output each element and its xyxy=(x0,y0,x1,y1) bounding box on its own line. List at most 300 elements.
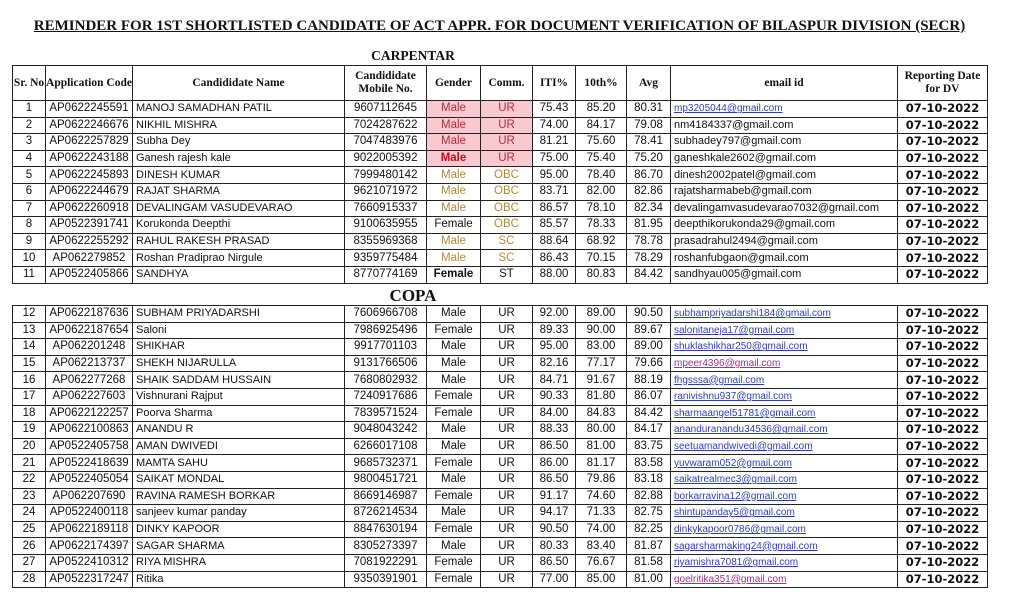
table-row xyxy=(13,471,988,488)
cell-comm: UR xyxy=(481,471,533,488)
cell-tenth: 77.17 xyxy=(576,355,627,372)
cell-candidate-name: SHEKH NIJARULLA xyxy=(133,355,345,372)
cell-iti: 91.17 xyxy=(533,488,576,505)
cell-reporting-date: 07-10-2022 xyxy=(898,355,988,372)
cell-candidate-name: RIYA MISHRA xyxy=(133,554,345,571)
cell-tenth: 74.00 xyxy=(576,521,627,538)
cell-candidate-name: SHAIK SADDAM HUSSAIN xyxy=(133,372,345,389)
cell-email xyxy=(671,322,898,339)
cell-reporting-date: 07-10-2022 xyxy=(898,405,988,422)
cell-iti: 74.00 xyxy=(533,117,576,134)
cell-gender: Female xyxy=(427,455,481,472)
cell-comm: OBC xyxy=(481,200,533,217)
table-row xyxy=(13,405,988,422)
email-link[interactable]: ananduranandu34536@gmail.com xyxy=(674,424,828,436)
cell-reporting-date: 07-10-2022 xyxy=(898,455,988,472)
cell-comm: UR xyxy=(481,306,533,323)
header-gender: Gender xyxy=(427,66,481,101)
cell-avg: 81.58 xyxy=(627,554,671,571)
cell-application-code: AP0522405758 xyxy=(46,438,133,455)
table-row xyxy=(13,355,988,372)
cell-mobile: 7081922291 xyxy=(345,554,427,571)
cell-tenth: 83.40 xyxy=(576,538,627,555)
cell-gender: Male xyxy=(427,117,481,134)
table-row xyxy=(13,134,988,151)
cell-comm: UR xyxy=(481,521,533,538)
cell-iti: 75.00 xyxy=(533,150,576,167)
cell-candidate-name: Roshan Pradiprao Nirgule xyxy=(133,250,345,267)
cell-application-code: AP0622246676 xyxy=(46,117,133,134)
cell-avg: 82.34 xyxy=(627,200,671,217)
cell-email xyxy=(671,355,898,372)
cell-tenth: 76.67 xyxy=(576,554,627,571)
cell-application-code: AP0622255292 xyxy=(46,233,133,250)
cell-sr-no: 15 xyxy=(13,355,46,372)
cell-sr-no: 20 xyxy=(13,438,46,455)
cell-email: dinesh2002patel@gmail.com xyxy=(671,167,898,184)
cell-tenth: 75.40 xyxy=(576,150,627,167)
email-link[interactable]: saikatrealmec3@gmail.com xyxy=(674,474,797,486)
cell-iti: 92.00 xyxy=(533,306,576,323)
cell-comm: UR xyxy=(481,355,533,372)
cell-iti: 82.16 xyxy=(533,355,576,372)
cell-tenth: 75.60 xyxy=(576,134,627,151)
cell-tenth: 68.92 xyxy=(576,233,627,250)
header-mobile: Candididate Mobile No. xyxy=(345,66,427,101)
table-row xyxy=(13,322,988,339)
cell-sr-no: 3 xyxy=(13,134,46,151)
email-link[interactable]: fhgsssa@gmail.com xyxy=(674,374,765,386)
cell-email xyxy=(671,488,898,505)
cell-reporting-date: 07-10-2022 xyxy=(898,183,988,200)
email-link[interactable]: yuvwaram052@gmail.com xyxy=(674,457,792,469)
cell-email xyxy=(671,306,898,323)
cell-tenth: 78.10 xyxy=(576,200,627,217)
cell-reporting-date: 07-10-2022 xyxy=(898,306,988,323)
cell-mobile: 7240917686 xyxy=(345,388,427,405)
email-link[interactable]: sagarsharmaking24@gmail.com xyxy=(674,540,818,552)
cell-gender: Male xyxy=(427,538,481,555)
cell-reporting-date: 07-10-2022 xyxy=(898,117,988,134)
cell-email xyxy=(671,101,898,118)
cell-mobile: 9022005392 xyxy=(345,150,427,167)
cell-mobile: 8305273397 xyxy=(345,538,427,555)
cell-email: prasadrahul2494@gmail.com xyxy=(671,233,898,250)
cell-iti: 86.57 xyxy=(533,200,576,217)
cell-email xyxy=(671,422,898,439)
cell-tenth: 89.00 xyxy=(576,306,627,323)
cell-reporting-date: 07-10-2022 xyxy=(898,571,988,588)
cell-candidate-name: NIKHIL MISHRA xyxy=(133,117,345,134)
table-header-row xyxy=(13,66,988,101)
table-row xyxy=(13,422,988,439)
cell-application-code: AP0622257829 xyxy=(46,134,133,151)
cell-candidate-name: Korukonda Deepthi xyxy=(133,217,345,234)
copa-table xyxy=(12,305,988,588)
cell-mobile: 6266017108 xyxy=(345,438,427,455)
cell-iti: 84.00 xyxy=(533,405,576,422)
cell-reporting-date: 07-10-2022 xyxy=(898,217,988,234)
cell-gender: Female xyxy=(427,322,481,339)
cell-candidate-name: RAVINA RAMESH BORKAR xyxy=(133,488,345,505)
cell-email xyxy=(671,554,898,571)
cell-avg: 90.50 xyxy=(627,306,671,323)
cell-avg: 78.41 xyxy=(627,134,671,151)
cell-sr-no: 14 xyxy=(13,339,46,356)
table-row xyxy=(13,455,988,472)
cell-iti: 95.00 xyxy=(533,167,576,184)
cell-comm: UR xyxy=(481,438,533,455)
cell-mobile: 9350391901 xyxy=(345,571,427,588)
cell-gender: Male xyxy=(427,183,481,200)
cell-avg: 78.78 xyxy=(627,233,671,250)
cell-sr-no: 22 xyxy=(13,471,46,488)
cell-candidate-name: ANANDU R xyxy=(133,422,345,439)
cell-mobile: 7024287622 xyxy=(345,117,427,134)
cell-gender: Male xyxy=(427,372,481,389)
cell-iti: 81.21 xyxy=(533,134,576,151)
cell-comm: OBC xyxy=(481,167,533,184)
table-row xyxy=(13,167,988,184)
cell-reporting-date: 07-10-2022 xyxy=(898,101,988,118)
cell-reporting-date: 07-10-2022 xyxy=(898,538,988,555)
cell-candidate-name: sanjeev kumar panday xyxy=(133,505,345,522)
cell-application-code: AP0622187636 xyxy=(46,306,133,323)
cell-mobile: 7680802932 xyxy=(345,372,427,389)
cell-iti: 95.00 xyxy=(533,339,576,356)
cell-reporting-date: 07-10-2022 xyxy=(898,167,988,184)
cell-gender: Male xyxy=(427,200,481,217)
cell-application-code: AP0522400118 xyxy=(46,505,133,522)
cell-mobile: 8355969368 xyxy=(345,233,427,250)
cell-tenth: 74.60 xyxy=(576,488,627,505)
cell-iti: 89.33 xyxy=(533,322,576,339)
cell-gender: Female xyxy=(427,554,481,571)
cell-avg: 81.00 xyxy=(627,571,671,588)
cell-avg: 89.00 xyxy=(627,339,671,356)
email-link[interactable]: shuklashikhar250@gmail.com xyxy=(674,341,808,353)
cell-avg: 89.67 xyxy=(627,322,671,339)
cell-candidate-name: RAHUL RAKESH PRASAD xyxy=(133,233,345,250)
cell-gender: Male xyxy=(427,101,481,118)
cell-email: roshanfubgaon@gmail.com xyxy=(671,250,898,267)
cell-avg: 83.58 xyxy=(627,455,671,472)
cell-candidate-name: DINKY KAPOOR xyxy=(133,521,345,538)
cell-iti: 90.50 xyxy=(533,521,576,538)
header-avg: Avg xyxy=(627,66,671,101)
cell-avg: 79.66 xyxy=(627,355,671,372)
cell-email xyxy=(671,405,898,422)
cell-gender: Male xyxy=(427,505,481,522)
cell-candidate-name: Ritika xyxy=(133,571,345,588)
cell-comm: UR xyxy=(481,322,533,339)
cell-email: deepthikorukonda29@gmail.com xyxy=(671,217,898,234)
header-email: email id xyxy=(671,66,898,101)
cell-mobile: 9131766506 xyxy=(345,355,427,372)
cell-mobile: 9621071972 xyxy=(345,183,427,200)
cell-avg: 78.29 xyxy=(627,250,671,267)
cell-application-code: AP0622174397 xyxy=(46,538,133,555)
cell-reporting-date: 07-10-2022 xyxy=(898,266,988,283)
cell-comm: UR xyxy=(481,134,533,151)
cell-sr-no: 18 xyxy=(13,405,46,422)
cell-application-code: AP0622245893 xyxy=(46,167,133,184)
cell-reporting-date: 07-10-2022 xyxy=(898,233,988,250)
cell-iti: 94.17 xyxy=(533,505,576,522)
cell-comm: UR xyxy=(481,505,533,522)
cell-gender: Male xyxy=(427,306,481,323)
table-row xyxy=(13,538,988,555)
cell-tenth: 84.83 xyxy=(576,405,627,422)
cell-application-code: AP0522405866 xyxy=(46,266,133,283)
email-link[interactable]: riyamishra7081@gmail.com xyxy=(674,557,799,569)
cell-email: ganeshkale2602@gmail.com xyxy=(671,150,898,167)
cell-mobile: 9359775484 xyxy=(345,250,427,267)
cell-reporting-date: 07-10-2022 xyxy=(898,134,988,151)
cell-email xyxy=(671,388,898,405)
cell-iti: 88.64 xyxy=(533,233,576,250)
cell-candidate-name: Saloni xyxy=(133,322,345,339)
cell-comm: UR xyxy=(481,422,533,439)
cell-mobile: 9607112645 xyxy=(345,101,427,118)
cell-sr-no: 21 xyxy=(13,455,46,472)
cell-tenth: 82.00 xyxy=(576,183,627,200)
cell-email: devalingamvasudevarao7032@gmail.com xyxy=(671,200,898,217)
cell-reporting-date: 07-10-2022 xyxy=(898,554,988,571)
table-row xyxy=(13,117,988,134)
cell-avg: 84.42 xyxy=(627,266,671,283)
cell-gender: Male xyxy=(427,150,481,167)
cell-sr-no: 26 xyxy=(13,538,46,555)
email-link[interactable]: ranivishnu937@gmail.com xyxy=(674,391,792,403)
cell-gender: Female xyxy=(427,266,481,283)
cell-application-code: AP0622100863 xyxy=(46,422,133,439)
cell-candidate-name: RAJAT SHARMA xyxy=(133,183,345,200)
cell-application-code: AP0622244679 xyxy=(46,183,133,200)
cell-tenth: 83.00 xyxy=(576,339,627,356)
cell-sr-no: 10 xyxy=(13,250,46,267)
cell-avg: 82.86 xyxy=(627,183,671,200)
cell-email: sandhyau005@gmail.com xyxy=(671,266,898,283)
table-row xyxy=(13,183,988,200)
cell-application-code: AP0522317247 xyxy=(46,571,133,588)
cell-tenth: 78.33 xyxy=(576,217,627,234)
cell-candidate-name: Subha Dey xyxy=(133,134,345,151)
cell-tenth: 70.15 xyxy=(576,250,627,267)
cell-mobile: 9100635955 xyxy=(345,217,427,234)
cell-comm: UR xyxy=(481,388,533,405)
cell-gender: Female xyxy=(427,488,481,505)
cell-mobile: 9800451721 xyxy=(345,471,427,488)
cell-tenth: 80.00 xyxy=(576,422,627,439)
cell-sr-no: 17 xyxy=(13,388,46,405)
cell-tenth: 78.40 xyxy=(576,167,627,184)
table-row xyxy=(13,388,988,405)
cell-sr-no: 23 xyxy=(13,488,46,505)
header-candidate-name: Candididate Name xyxy=(133,66,345,101)
cell-gender: Male xyxy=(427,355,481,372)
cell-comm: UR xyxy=(481,150,533,167)
cell-email xyxy=(671,471,898,488)
table-row xyxy=(13,101,988,118)
cell-mobile: 7986925496 xyxy=(345,322,427,339)
cell-sr-no: 12 xyxy=(13,306,46,323)
cell-sr-no: 28 xyxy=(13,571,46,588)
carpentar-table xyxy=(12,65,988,284)
header-tenth: 10th% xyxy=(576,66,627,101)
cell-tenth: 81.80 xyxy=(576,388,627,405)
cell-comm: UR xyxy=(481,101,533,118)
table-row xyxy=(13,306,988,323)
cell-email: nm4184337@gmail.com xyxy=(671,117,898,134)
cell-avg: 81.87 xyxy=(627,538,671,555)
cell-iti: 86.43 xyxy=(533,250,576,267)
cell-tenth: 90.00 xyxy=(576,322,627,339)
cell-avg: 82.75 xyxy=(627,505,671,522)
cell-sr-no: 9 xyxy=(13,233,46,250)
cell-reporting-date: 07-10-2022 xyxy=(898,505,988,522)
header-comm: Comm. xyxy=(481,66,533,101)
cell-iti: 80.33 xyxy=(533,538,576,555)
cell-tenth: 91.67 xyxy=(576,372,627,389)
cell-iti: 86.50 xyxy=(533,438,576,455)
table-row xyxy=(13,554,988,571)
cell-application-code: AP0522405054 xyxy=(46,471,133,488)
cell-mobile: 7047483976 xyxy=(345,134,427,151)
cell-reporting-date: 07-10-2022 xyxy=(898,438,988,455)
cell-candidate-name: DEVALINGAM VASUDEVARAO xyxy=(133,200,345,217)
cell-sr-no: 24 xyxy=(13,505,46,522)
cell-gender: Male xyxy=(427,167,481,184)
table-row xyxy=(13,438,988,455)
cell-avg: 80.31 xyxy=(627,101,671,118)
cell-sr-no: 5 xyxy=(13,167,46,184)
cell-candidate-name: AMAN DWIVEDI xyxy=(133,438,345,455)
email-link[interactable]: salonitaneja17@gmail.com xyxy=(674,324,795,336)
table-row xyxy=(13,505,988,522)
cell-candidate-name: SUBHAM PRIYADARSHI xyxy=(133,306,345,323)
cell-tenth: 79.86 xyxy=(576,471,627,488)
table-row xyxy=(13,250,988,267)
cell-comm: UR xyxy=(481,117,533,134)
cell-avg: 86.70 xyxy=(627,167,671,184)
table-row xyxy=(13,521,988,538)
section-title-carpentar: CARPENTAR xyxy=(371,48,455,63)
cell-reporting-date: 07-10-2022 xyxy=(898,339,988,356)
table-row xyxy=(13,571,988,588)
table-row xyxy=(13,233,988,250)
cell-sr-no: 2 xyxy=(13,117,46,134)
cell-application-code: AP0622122257 xyxy=(46,405,133,422)
cell-reporting-date: 07-10-2022 xyxy=(898,322,988,339)
cell-application-code: AP062201248 xyxy=(46,339,133,356)
cell-email: rajatsharmabeb@gmail.com xyxy=(671,183,898,200)
cell-avg: 75.20 xyxy=(627,150,671,167)
cell-application-code: AP062227603 xyxy=(46,388,133,405)
cell-application-code: AP0622243188 xyxy=(46,150,133,167)
cell-avg: 82.88 xyxy=(627,488,671,505)
cell-comm: UR xyxy=(481,455,533,472)
email-link[interactable]: dinkykapoor0786@gmail.com xyxy=(674,524,806,536)
email-link[interactable]: goelritika351@gmail.com xyxy=(674,573,787,585)
email-link[interactable]: borkarravina12@gmail.com xyxy=(674,490,797,502)
cell-candidate-name: Vishnurani Rajput xyxy=(133,388,345,405)
cell-reporting-date: 07-10-2022 xyxy=(898,388,988,405)
cell-email xyxy=(671,521,898,538)
cell-application-code: AP0622187654 xyxy=(46,322,133,339)
cell-iti: 86.00 xyxy=(533,455,576,472)
cell-sr-no: 6 xyxy=(13,183,46,200)
cell-email xyxy=(671,505,898,522)
cell-gender: Female xyxy=(427,405,481,422)
document-title: REMINDER FOR 1ST SHORTLISTED CANDIDATE OF ACT APPR. FOR DOCUMENT VERIFICATION OF BILASPUR DIVISION (SECR) xyxy=(33,18,966,34)
cell-candidate-name: SANDHYA xyxy=(133,266,345,283)
cell-mobile: 9685732371 xyxy=(345,455,427,472)
cell-sr-no: 7 xyxy=(13,200,46,217)
table-row xyxy=(13,339,988,356)
cell-mobile: 8847630194 xyxy=(345,521,427,538)
email-link[interactable]: sharmaangel51781@gmail.com xyxy=(674,407,816,419)
cell-reporting-date: 07-10-2022 xyxy=(898,372,988,389)
cell-comm: UR xyxy=(481,372,533,389)
email-link[interactable]: shintupanday5@gmail.com xyxy=(674,507,795,519)
table-row xyxy=(13,150,988,167)
cell-avg: 84.42 xyxy=(627,405,671,422)
cell-iti: 77.00 xyxy=(533,571,576,588)
cell-iti: 84.71 xyxy=(533,372,576,389)
cell-iti: 83.71 xyxy=(533,183,576,200)
cell-reporting-date: 07-10-2022 xyxy=(898,200,988,217)
cell-comm: UR xyxy=(481,488,533,505)
cell-reporting-date: 07-10-2022 xyxy=(898,250,988,267)
email-link[interactable]: mp3205044@gmail.com xyxy=(674,103,783,115)
cell-gender: Female xyxy=(427,571,481,588)
cell-application-code: AP0522391741 xyxy=(46,217,133,234)
cell-tenth: 81.17 xyxy=(576,455,627,472)
cell-candidate-name: MANOJ SAMADHAN PATIL xyxy=(133,101,345,118)
cell-reporting-date: 07-10-2022 xyxy=(898,471,988,488)
cell-application-code: AP062279852 xyxy=(46,250,133,267)
cell-sr-no: 27 xyxy=(13,554,46,571)
cell-tenth: 81.00 xyxy=(576,438,627,455)
cell-gender: Male xyxy=(427,250,481,267)
cell-application-code: AP0522418639 xyxy=(46,455,133,472)
header-reporting-date: Reporting Date for DV xyxy=(898,66,988,101)
cell-iti: 86.50 xyxy=(533,471,576,488)
cell-candidate-name: SHIKHAR xyxy=(133,339,345,356)
cell-application-code: AP0622245591 xyxy=(46,101,133,118)
cell-candidate-name: MAMTA SAHU xyxy=(133,455,345,472)
table-row xyxy=(13,217,988,234)
cell-iti: 75.43 xyxy=(533,101,576,118)
table-row xyxy=(13,372,988,389)
email-link[interactable]: mpeer4396@gmail.com xyxy=(674,358,781,370)
cell-gender: Male xyxy=(427,471,481,488)
email-link[interactable]: subhampriyadarshi184@gmail.com xyxy=(674,308,831,320)
table-row xyxy=(13,488,988,505)
cell-mobile: 7999480142 xyxy=(345,167,427,184)
cell-iti: 90.33 xyxy=(533,388,576,405)
cell-tenth: 85.00 xyxy=(576,571,627,588)
cell-candidate-name: SAIKAT MONDAL xyxy=(133,471,345,488)
cell-comm: UR xyxy=(481,571,533,588)
cell-avg: 81.95 xyxy=(627,217,671,234)
email-link[interactable]: seetuamandwivedi@gmail.com xyxy=(674,441,813,453)
cell-email xyxy=(671,455,898,472)
cell-sr-no: 1 xyxy=(13,101,46,118)
cell-iti: 88.00 xyxy=(533,266,576,283)
cell-gender: Female xyxy=(427,388,481,405)
